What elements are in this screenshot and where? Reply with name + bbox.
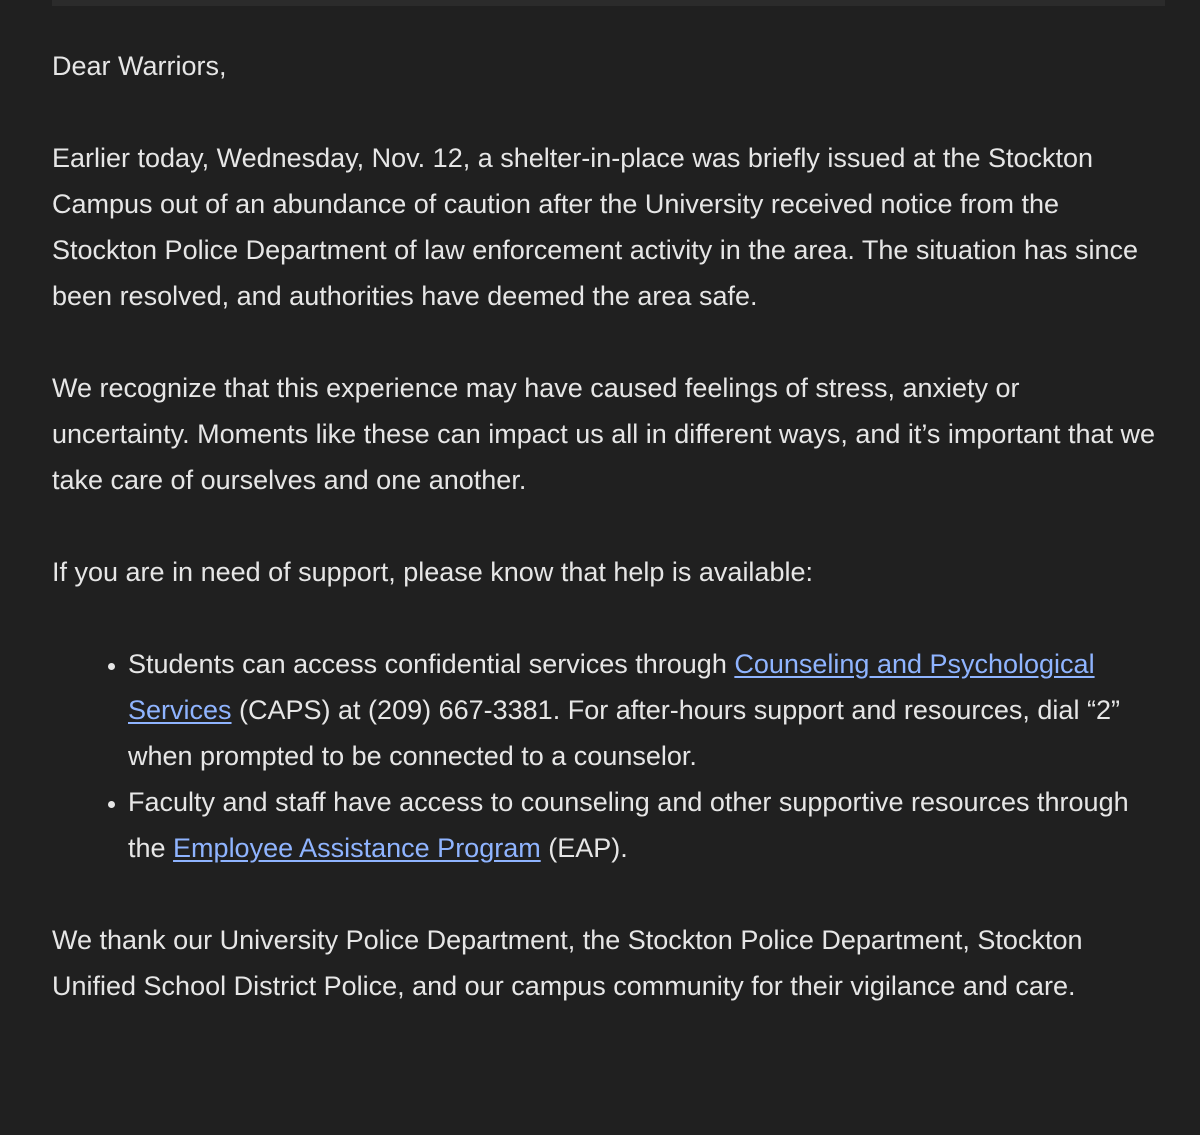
list-item-text: (CAPS) at (209) 667-3381. For after-hours support and resources, dial “2” when prompted to be connected to a counselor. <box>128 695 1120 771</box>
paragraph-wellbeing: We recognize that this experience may have caused feelings of stress, anxiety or uncertainty. Moments like these can impact us all in different ways, and it’s important that we take care of ourselves and one another. <box>52 373 1156 495</box>
support-list <box>52 641 1162 871</box>
paragraph-support-intro: If you are in need of support, please know that help is available: <box>52 557 813 587</box>
list-item-students <box>128 641 1162 779</box>
list-item-faculty-staff <box>128 779 1162 871</box>
email-body <box>52 43 1162 1055</box>
paragraph-incident: Earlier today, Wednesday, Nov. 12, a shelter-in-place was briefly issued at the Stockton Campus out of an abundance of caution after the University received notice from the Stockton Police Department of law enforcement activity in the area. The situation has since been resolved, and authorities have deemed the area safe. <box>52 143 1139 311</box>
paragraph-thanks: We thank our University Police Department, the Stockton Police Department, Stockton Unified School District Police, and our campus community for their vigilance and care. <box>52 925 1083 1001</box>
caps-link[interactable]: Counseling and Psychological Services <box>128 649 1095 725</box>
list-item-text: (EAP). <box>540 833 628 863</box>
list-item-text: Faculty and staff have access to counseling and other supportive resources through the <box>128 787 1129 863</box>
eap-link[interactable]: Employee Assistance Program <box>173 833 541 863</box>
greeting: Dear Warriors, <box>52 51 227 81</box>
list-item-text: Students can access confidential services through <box>128 649 735 679</box>
header-divider <box>52 0 1165 6</box>
